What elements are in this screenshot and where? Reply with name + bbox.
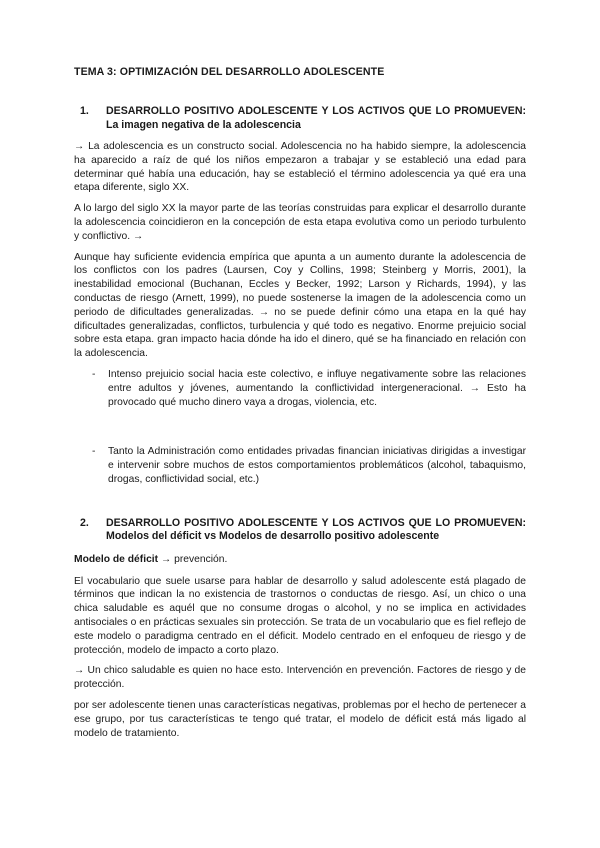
section-1-number: 1.: [80, 105, 89, 117]
section-2-heading: [74, 517, 526, 544]
model-deficit-title: [74, 553, 526, 567]
paragraph-evidencia-empirica: Aunque hay suficiente evidencia empírica que apunta a un aumento durante la adolescencia de los conflictos con los padres (Laursen, Coy y Collins, 1998; Steinberg y Morris, 2001), la inestabilidad emocional (Buchanan, Eccles y Becker, 1992; Larson y Richards, 1994), y las conductas de riesgo (Arnett, 1999), no puede sostenerse la imagen de la adolescencia como un periodo de dificultades generalizadas. → no se puede definir cómo una etapa en la qué hay dificultades generalizadas, conflictos, turbulencia y qué todo es negativo. Enorme prejuicio social sobre esta etapa. gran impacto hacia dónde ha ido el dinero, qué se ha financiado en relación con la adolescencia.: [74, 251, 526, 360]
section-2-number: 2.: [80, 516, 89, 529]
model-deficit-arrow-text: → prevención.: [158, 553, 228, 565]
paragraph-caracteristicas-negativas: por ser adolescente tienen unas características negativas, problemas por el hecho de pertenecer a ese grupo, por tus características te tengo qué tratar, el modelo de déficit está más ligado al modelo de tratamiento.: [74, 699, 526, 739]
section-1-heading: [74, 105, 526, 132]
section-2-title: DESARROLLO POSITIVO ADOLESCENTE Y LOS ACTIVOS QUE LO PROMUEVEN: Modelos del déficit vs Modelos de desarrollo positivo adolescente: [106, 516, 526, 543]
bullet-item-prejuicio: [74, 368, 526, 409]
section-1-title: DESARROLLO POSITIVO ADOLESCENTE Y LOS ACTIVOS QUE LO PROMUEVEN: La imagen negativa de la adolescencia: [106, 105, 526, 131]
paragraph-vocabulario: El vocabulario que suele usarse para hablar de desarrollo y salud adolescente está plagado de términos que indican la no existencia de trastornos o conductas de riesgo. Así, un chico o una chica saludable es aquél que no consume drogas o alcohol, y no se implica en actividades antisociales o en prácticas sexuales sin protección. Se trata de un vocabulario que es fiel reflejo de este modelo o paradigma centrado en el déficit. Modelo centrado en el enfoqueu de riesgo y de protección, modelo de impacto a corto plazo.: [74, 575, 526, 656]
model-deficit-label: Modelo de déficit: [74, 553, 159, 565]
document-title: TEMA 3: OPTIMIZACIÓN DEL DESARROLLO ADOLESCENTE: [74, 66, 385, 78]
paragraph-siglo-xx: A lo largo del siglo XX la mayor parte de las teorías construidas para explicar el desarrollo durante la adolescencia coincidieron en la concepción de esta etapa evolutiva como un periodo turbulento y conflictivo. →: [74, 203, 526, 242]
bullet-text: Tanto la Administración como entidades privadas financian iniciativas dirigidas a investigar e intervenir sobre muchos de estos comportamientos problemáticos (alcohol, tabaquismo, drogas, conflictividad social, etc.): [108, 446, 526, 485]
bullet-dash: -: [92, 446, 96, 458]
bullet-text: Intenso prejuicio social hacia este colectivo, e influye negativamente sobre las relaciones entre adultos y jóvenes, aumentando la conflictividad intergeneracional. → Esto ha provocado qué mucho dinero vaya a drogas, violencia, etc.: [108, 368, 526, 408]
bullet-item-administracion: [74, 445, 526, 486]
bullet-dash: -: [92, 368, 96, 380]
paragraph-chico-saludable: → Un chico saludable es quien no hace esto. Intervención en prevención. Factores de riesgo y de protección.: [74, 665, 526, 691]
paragraph-constructo-social: → La adolescencia es un constructo social. Adolescencia no ha habido siempre, la adolescencia ha aparecido a raíz de qué los niños empezaron a trabajar y se estableció una edad para determinar qué había una educación, hay se estableció el término adolescencia ya qué era una etapa diferente, siglo XX.: [74, 141, 526, 194]
